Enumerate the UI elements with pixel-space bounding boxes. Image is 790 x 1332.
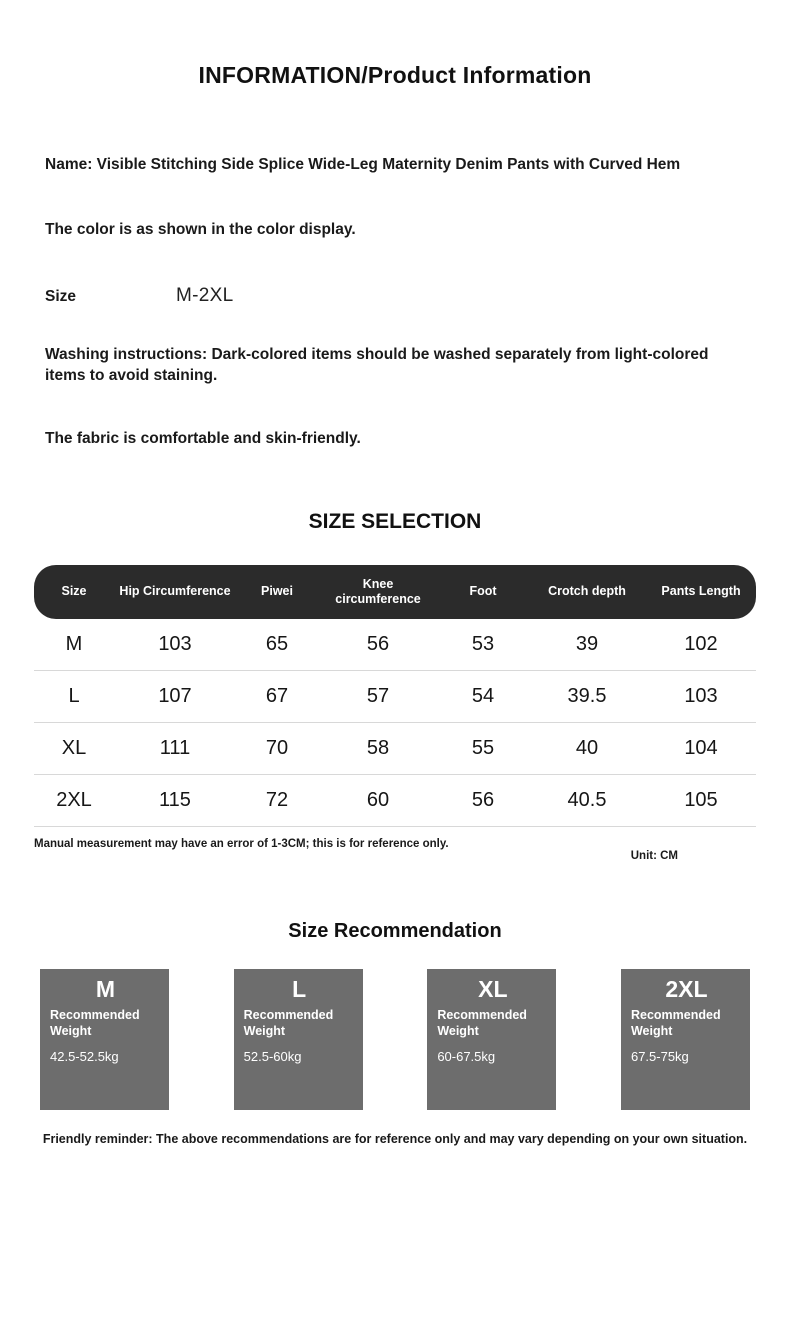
fabric-line: The fabric is comfortable and skin-friendly. [45, 429, 361, 447]
cell-knee: 57 [318, 670, 438, 722]
cell-size: M [34, 619, 114, 671]
cell-hip: 103 [114, 619, 236, 671]
size-value: M-2XL [176, 284, 234, 306]
cell-piwei: 65 [236, 619, 318, 671]
card-size-label: XL [478, 975, 508, 1002]
column-header-crotch-depth: Crotch depth [528, 565, 646, 619]
cell-size: XL [34, 722, 114, 774]
size-table-wrap [34, 565, 756, 827]
card-size-label: 2XL [665, 975, 708, 1002]
cell-piwei: 70 [236, 722, 318, 774]
column-header-hip-circumference: Hip Circumference [114, 565, 236, 619]
cell-size: 2XL [34, 774, 114, 826]
cell-length: 103 [646, 670, 756, 722]
measurement-note: Manual measurement may have an error of 1-3CM; this is for reference only. [34, 837, 449, 850]
size-label: Size [45, 287, 77, 305]
cell-foot: 54 [438, 670, 528, 722]
size-row [45, 285, 745, 307]
cell-piwei: 67 [236, 670, 318, 722]
cell-knee: 56 [318, 619, 438, 671]
column-header-pants-length: Pants Length [646, 565, 756, 619]
card-recommended-weight-label: Recommended Weight [50, 1007, 140, 1038]
size-table-body [34, 619, 756, 827]
cell-hip: 111 [114, 722, 236, 774]
card-weight-range: 67.5-75kg [630, 1049, 689, 1065]
table-row [34, 619, 756, 671]
information-title: INFORMATION/Product Information [198, 62, 592, 88]
column-header-foot: Foot [438, 565, 528, 619]
cell-knee: 58 [318, 722, 438, 774]
recommendation-card-2xl [621, 969, 750, 1110]
product-name-line: Name: Visible Stitching Side Splice Wide-Leg Maternity Denim Pants with Curved Hem [45, 156, 681, 173]
cell-foot: 56 [438, 774, 528, 826]
column-header-knee-circumference: Knee circumference [318, 565, 438, 619]
recommendation-card-xl [427, 969, 556, 1110]
card-recommended-weight-label: Recommended Weight [630, 1007, 721, 1038]
friendly-reminder: Friendly reminder: The above recommendations are for reference only and may vary depending on your own situation. [42, 1131, 748, 1146]
color-line: The color is as shown in the color display. [45, 220, 356, 238]
cell-length: 102 [646, 619, 756, 671]
size-table [34, 565, 756, 827]
cell-length: 105 [646, 774, 756, 826]
cell-hip: 115 [114, 774, 236, 826]
cell-piwei: 72 [236, 774, 318, 826]
card-weight-range: 52.5-60kg [243, 1049, 302, 1065]
column-header-size: Size [34, 565, 114, 619]
cell-crotch: 40.5 [528, 774, 646, 826]
recommendation-card-l [234, 969, 363, 1110]
size-table-head [34, 565, 756, 619]
unit-note: Unit: CM [630, 849, 678, 862]
size-selection-title: SIZE SELECTION [308, 509, 482, 533]
table-row [34, 722, 756, 774]
cell-crotch: 39.5 [528, 670, 646, 722]
card-weight-range: 42.5-52.5kg [50, 1049, 119, 1065]
card-recommended-weight-label: Recommended Weight [437, 1007, 527, 1038]
cell-length: 104 [646, 722, 756, 774]
cell-crotch: 39 [528, 619, 646, 671]
card-recommended-weight-label: Recommended Weight [243, 1007, 334, 1038]
size-recommendation-title: Size Recommendation [288, 919, 502, 942]
size-table-notes [34, 836, 756, 862]
table-row [34, 670, 756, 722]
cell-hip: 107 [114, 670, 236, 722]
size-recommendation-cards [40, 969, 750, 1110]
recommendation-card-m [40, 969, 169, 1110]
cell-size: L [34, 670, 114, 722]
column-header-piwei: Piwei [236, 565, 318, 619]
cell-foot: 55 [438, 722, 528, 774]
information-body [45, 89, 745, 450]
card-size-label: L [292, 975, 307, 1002]
cell-foot: 53 [438, 619, 528, 671]
cell-crotch: 40 [528, 722, 646, 774]
cell-knee: 60 [318, 774, 438, 826]
card-size-label: M [95, 975, 116, 1002]
washing-instructions-line: Washing instructions: Dark-colored items should be washed separately from light-colored items to avoid staining. [45, 345, 709, 384]
size-table-header-row [34, 565, 756, 619]
table-row [34, 774, 756, 826]
card-weight-range: 60-67.5kg [437, 1049, 496, 1065]
